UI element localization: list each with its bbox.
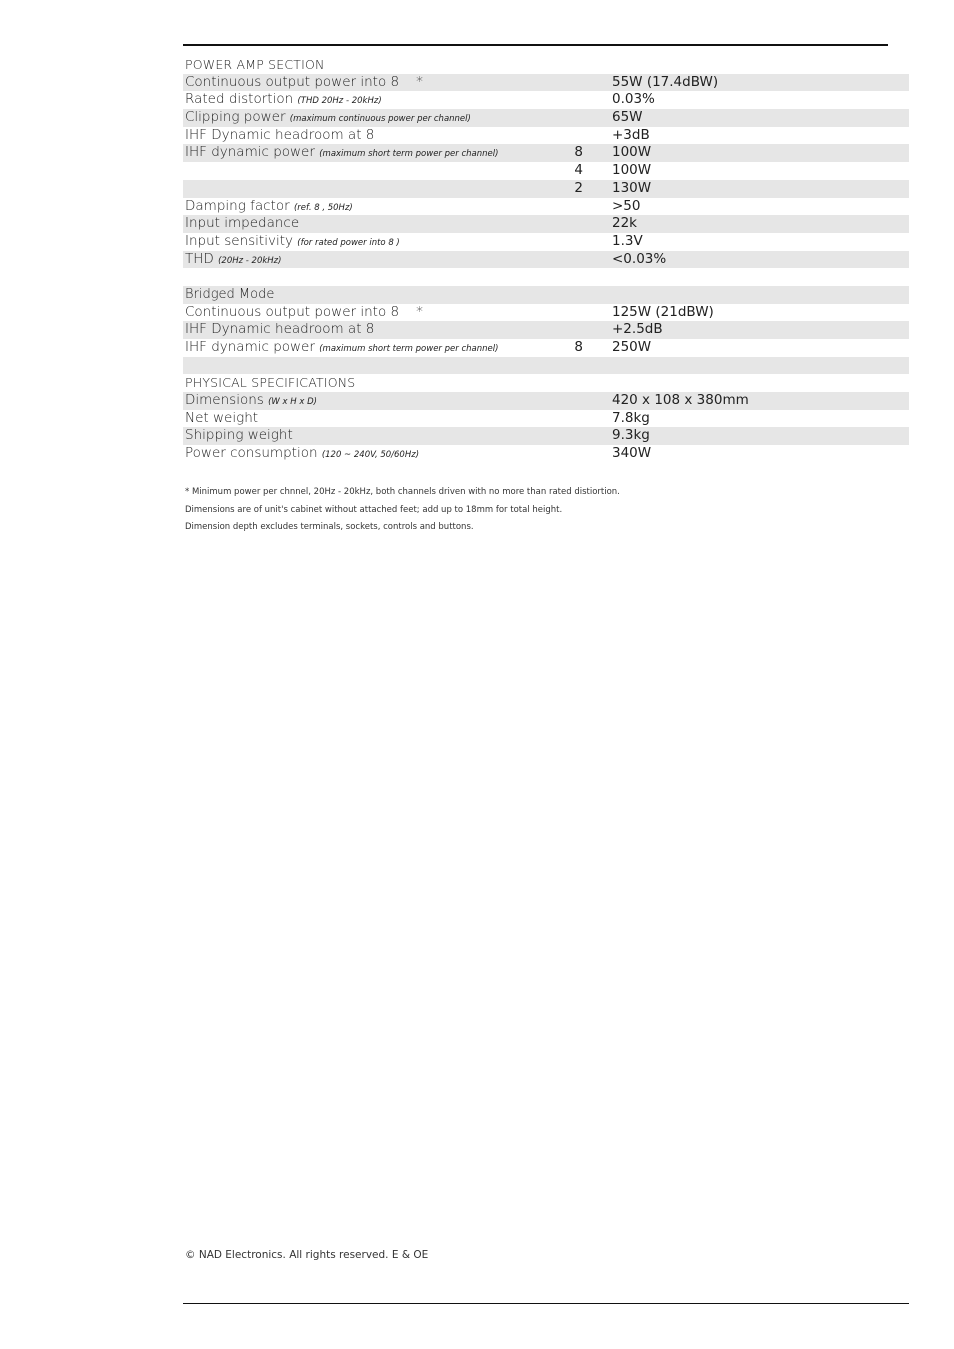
spec-value: +2.5dB: [612, 321, 663, 338]
bridged-rows: [183, 304, 909, 357]
spec-value: 65W: [612, 109, 643, 126]
spec-label: [185, 215, 299, 233]
spec-label-text: IHF Dynamic headroom at 8: [185, 321, 375, 338]
spec-value: <0.03%: [612, 250, 667, 267]
spec-label-text: Continuous output power into 8: [185, 73, 400, 90]
spec-value: 1.3V: [612, 232, 643, 249]
spec-note: (W x H x D): [268, 397, 317, 408]
spec-value: 22k: [612, 215, 637, 232]
spec-label-text: Input sensitivity: [185, 232, 293, 249]
spec-value: 100W: [612, 162, 652, 179]
spec-label-text: Continuous output power into 8: [185, 303, 400, 320]
spec-row: [183, 74, 909, 92]
spec-note: (THD 20Hz - 20kHz): [297, 96, 382, 107]
footnote-star: *: [416, 303, 423, 320]
spec-label: [185, 339, 498, 359]
power-amp-heading: POWER AMP SECTION: [185, 57, 325, 72]
spec-row: [183, 410, 909, 428]
spec-row: [183, 251, 909, 269]
spec-note: (maximum continuous power per channel): [289, 114, 471, 125]
spec-row: [183, 321, 909, 339]
spec-value: 55W (17.4dBW): [612, 73, 719, 90]
spec-row: [183, 162, 909, 180]
spec-value: 125W (21dBW): [612, 303, 714, 320]
spec-note: (ref. 8 , 50Hz): [293, 202, 353, 213]
spec-row: [183, 109, 909, 127]
spec-label-text: Clipping power: [185, 109, 286, 126]
spec-row: [183, 427, 909, 445]
spec-row: [183, 198, 909, 216]
footnote-star: *: [416, 73, 423, 90]
spec-label-text: Power consumption: [185, 445, 318, 462]
spec-row: [183, 339, 909, 357]
section-heading-bridged: [183, 286, 909, 304]
physical-rows: [183, 392, 909, 463]
spec-label-text: THD: [185, 250, 214, 267]
spec-note: (for rated power into 8 ): [297, 237, 400, 248]
spec-impedance: 4: [574, 162, 583, 179]
spec-row: [183, 445, 909, 463]
bridged-heading: Bridged Mode: [185, 286, 275, 302]
spacer: [183, 268, 909, 286]
spec-label: [185, 251, 281, 271]
spec-label: [185, 304, 423, 322]
footnotes: [185, 486, 620, 539]
footnote: Dimensions are of unit's cabinet without attached feet; add up to 18mm for total height.: [185, 504, 563, 515]
spec-label-text: IHF dynamic power: [185, 144, 315, 161]
spec-impedance: 2: [574, 179, 583, 196]
spec-value: 9.3kg: [612, 427, 650, 444]
spec-label-text: IHF dynamic power: [185, 339, 315, 355]
spec-label-text: Shipping weight: [185, 427, 293, 444]
spec-row: [183, 304, 909, 322]
bottom-rule: [183, 1303, 909, 1304]
spec-impedance: 8: [574, 339, 583, 355]
spec-value: 100W: [612, 144, 652, 161]
footnote: * Minimum power per chnnel, 20Hz - 20kHz, both channels driven with no more than rated distiortion.: [185, 487, 620, 497]
spec-value: 340W: [612, 445, 652, 462]
spec-note: (120 ~ 240V, 50/60Hz): [321, 450, 420, 461]
spec-row: [183, 233, 909, 251]
power-amp-rows: [183, 74, 909, 269]
spec-row: [183, 180, 909, 198]
section-heading-physical: [183, 374, 909, 392]
spec-label-text: IHF Dynamic headroom at 8: [185, 126, 375, 143]
footnote: Dimension depth excludes terminals, sockets, controls and buttons.: [185, 522, 474, 532]
spec-label: [185, 410, 258, 428]
spec-value: 7.8kg: [612, 409, 650, 426]
spec-row: [183, 215, 909, 233]
spec-value: +3dB: [612, 126, 650, 143]
spec-label-text: Dimensions: [185, 392, 264, 409]
spacer: [183, 357, 909, 375]
copyright: © NAD Electronics. All rights reserved. E & OE: [185, 1249, 429, 1261]
spec-value: >50: [612, 197, 641, 214]
spec-row: [183, 144, 909, 162]
physical-heading: PHYSICAL SPECIFICATIONS: [185, 375, 356, 391]
spec-label: [185, 127, 374, 145]
spec-note: (maximum short term power per channel): [319, 344, 499, 354]
spec-row: [183, 392, 909, 410]
spec-value: 0.03%: [612, 91, 655, 108]
top-rule: [183, 44, 888, 46]
spec-label: [185, 74, 423, 92]
spec-value: 130W: [612, 179, 652, 196]
spec-value: 250W: [612, 339, 652, 355]
spec-impedance: 8: [574, 144, 583, 161]
spec-table: [183, 56, 909, 463]
spec-label-text: Input impedance: [185, 215, 300, 232]
spec-label: [185, 427, 293, 445]
spec-note: (maximum short term power per channel): [319, 149, 499, 160]
spec-note: (20Hz - 20kHz): [218, 255, 282, 266]
spec-label: [185, 445, 419, 465]
spec-value: 420 x 108 x 380mm: [612, 392, 749, 409]
spec-row: [183, 127, 909, 145]
spec-label-text: Net weight: [185, 409, 259, 426]
section-heading-power-amp: [183, 56, 909, 74]
spec-label-text: Rated distortion: [185, 91, 294, 108]
spec-label-text: Damping factor: [185, 197, 290, 214]
spec-row: [183, 91, 909, 109]
spec-label: [185, 321, 374, 339]
